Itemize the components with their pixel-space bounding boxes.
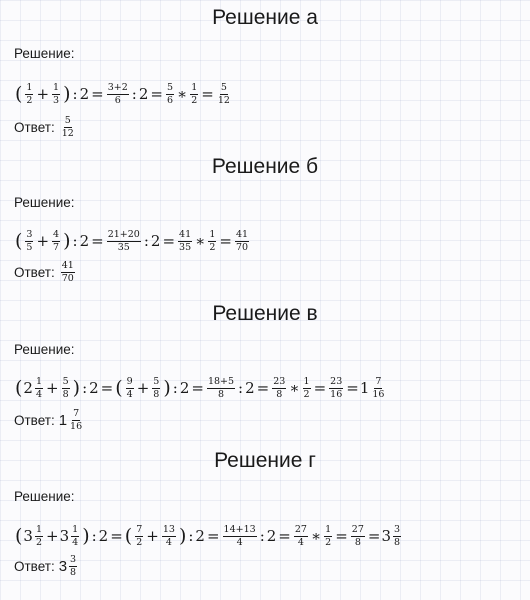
answer-label-g: Ответ: xyxy=(14,558,55,574)
fraction-numerator: 3 xyxy=(70,553,77,565)
mixed-number xyxy=(360,377,388,400)
fraction xyxy=(294,525,308,548)
fraction-denominator: 12 xyxy=(217,94,230,106)
section-title-v: Решение в xyxy=(212,302,318,325)
parenthesis: ) xyxy=(163,376,171,399)
mixed-number xyxy=(60,525,82,548)
fraction-denominator: 2 xyxy=(136,536,143,548)
mixed-whole: 3 xyxy=(381,527,392,545)
math-operator: ∗ xyxy=(195,232,206,250)
mixed-whole: 1 xyxy=(359,379,370,397)
formula-a xyxy=(14,78,233,110)
fraction xyxy=(351,525,365,548)
math-operator: 2 xyxy=(79,85,90,103)
fraction xyxy=(135,525,143,548)
section-title-b: Решение б xyxy=(211,155,319,178)
math-operator: ∗ xyxy=(289,379,300,397)
parenthesis: ( xyxy=(124,524,133,547)
formula-b xyxy=(14,225,251,257)
mixed-number xyxy=(381,525,403,548)
answer-value-g xyxy=(59,555,79,578)
fraction-numerator: 1 xyxy=(72,523,79,535)
fraction-numerator: 23 xyxy=(330,375,343,387)
fraction-numerator: 7 xyxy=(375,375,382,387)
fraction-numerator: 5 xyxy=(64,114,71,126)
math-operator: 2 xyxy=(79,232,90,250)
answer-g xyxy=(14,552,79,580)
mixed-number xyxy=(23,525,45,548)
fraction-numerator: 4 xyxy=(53,228,60,240)
fraction xyxy=(69,555,77,578)
mixed-number xyxy=(59,409,85,432)
fraction-numerator: 3 xyxy=(394,523,401,535)
fraction xyxy=(152,377,160,400)
fraction-denominator: 2 xyxy=(303,388,310,400)
fraction-denominator: 12 xyxy=(61,127,74,139)
formula-v xyxy=(14,372,387,404)
fraction xyxy=(62,377,70,400)
mixed-whole: 1 xyxy=(58,411,68,429)
fraction xyxy=(223,525,257,548)
fraction-numerator: 9 xyxy=(126,375,133,387)
fraction-denominator: 8 xyxy=(217,388,225,400)
fraction-numerator: 27 xyxy=(294,523,307,535)
fraction xyxy=(25,230,33,253)
math-operator: : xyxy=(238,379,244,397)
fraction xyxy=(71,525,79,548)
fraction-numerator: 1 xyxy=(325,523,332,535)
math-operator: = xyxy=(367,527,381,545)
fraction-numerator: 1 xyxy=(209,228,216,240)
fraction-numerator: 41 xyxy=(61,259,74,271)
math-operator: = xyxy=(91,232,104,250)
parenthesis: ( xyxy=(15,524,23,547)
fraction-numerator: 27 xyxy=(351,523,364,535)
math-operator: + xyxy=(36,232,50,250)
fraction xyxy=(178,230,192,253)
fraction-denominator: 8 xyxy=(153,388,160,400)
math-operator: : xyxy=(72,232,78,250)
fraction-denominator: 70 xyxy=(61,272,74,284)
solution-label-v: Решение: xyxy=(14,342,75,357)
math-operator: 2 xyxy=(266,527,277,545)
mixed-whole: 3 xyxy=(58,557,68,575)
math-operator: = xyxy=(206,527,220,545)
math-operator: : xyxy=(131,85,137,103)
fraction xyxy=(371,377,385,400)
fraction xyxy=(52,230,60,253)
fraction xyxy=(329,377,343,400)
math-operator: = xyxy=(91,85,104,103)
parenthesis: ( xyxy=(15,82,23,105)
parenthesis: ) xyxy=(63,229,71,252)
math-operator: + xyxy=(36,85,50,103)
fraction-denominator: 2 xyxy=(191,94,198,106)
answer-value-v xyxy=(59,409,85,432)
math-operator: = xyxy=(100,379,114,397)
math-operator: : xyxy=(259,527,265,545)
fraction xyxy=(393,525,401,548)
fraction-denominator: 35 xyxy=(117,241,130,253)
math-operator: 2 xyxy=(150,232,161,250)
fraction-denominator: 7 xyxy=(53,241,60,253)
fraction-denominator: 5 xyxy=(26,241,33,253)
fraction xyxy=(166,83,174,106)
math-operator: + xyxy=(46,527,59,545)
fraction xyxy=(107,230,141,253)
math-operator: 2 xyxy=(138,85,149,103)
math-operator: : xyxy=(72,85,78,103)
fraction-numerator: 14+13 xyxy=(223,523,256,535)
mixed-number xyxy=(23,377,45,400)
fraction-numerator: 1 xyxy=(53,81,60,93)
fraction-denominator: 16 xyxy=(330,388,343,400)
fraction-denominator: 4 xyxy=(297,536,304,548)
fraction-numerator: 3 xyxy=(26,228,33,240)
fraction-denominator: 4 xyxy=(236,536,243,548)
math-operator: 2 xyxy=(179,379,190,397)
answer-label-b: Ответ: xyxy=(14,264,55,280)
fraction xyxy=(52,83,60,106)
fraction-numerator: 5 xyxy=(153,375,160,387)
mixed-whole: 3 xyxy=(59,527,70,545)
fraction-denominator: 2 xyxy=(325,536,332,548)
answer-value-b xyxy=(59,261,77,284)
fraction xyxy=(207,377,235,400)
parenthesis: ( xyxy=(15,229,23,252)
answer-b xyxy=(14,258,77,286)
fraction xyxy=(235,230,249,253)
math-operator: : xyxy=(188,527,194,545)
fraction-denominator: 4 xyxy=(126,388,133,400)
solution-label-g: Решение: xyxy=(14,489,75,504)
section-title-a: Решение а xyxy=(212,6,318,29)
fraction-numerator: 3+2 xyxy=(107,81,128,93)
answer-label-a: Ответ: xyxy=(14,119,55,135)
fraction xyxy=(217,83,231,106)
fraction xyxy=(272,377,286,400)
answer-a xyxy=(14,113,77,141)
answer-v xyxy=(14,406,85,434)
parenthesis: ) xyxy=(82,524,90,547)
fraction-denominator: 2 xyxy=(209,241,216,253)
fraction-numerator: 18+5 xyxy=(207,375,235,387)
math-operator: : xyxy=(172,379,178,397)
math-operator: = xyxy=(346,379,359,397)
fraction-denominator: 35 xyxy=(179,241,192,253)
section-title-g: Решение г xyxy=(214,449,316,472)
fraction-numerator: 1 xyxy=(35,523,43,535)
fraction-denominator: 16 xyxy=(372,388,385,400)
fraction-denominator: 16 xyxy=(70,420,83,432)
math-operator: = xyxy=(191,379,204,397)
math-operator: = xyxy=(201,85,214,103)
fraction xyxy=(324,525,332,548)
math-operator: + xyxy=(136,379,150,397)
fraction xyxy=(35,525,43,548)
fraction-numerator: 21+20 xyxy=(107,228,140,240)
math-operator: 2 xyxy=(89,379,99,397)
solution-label-b: Решение: xyxy=(14,195,75,210)
fraction-numerator: 1 xyxy=(26,81,33,93)
fraction xyxy=(107,83,129,106)
fraction xyxy=(69,409,83,432)
math-operator: = xyxy=(219,232,232,250)
math-operator: = xyxy=(278,527,291,545)
fraction xyxy=(35,377,43,400)
math-operator: : xyxy=(82,379,88,397)
math-operator: 2 xyxy=(195,527,205,545)
parenthesis: ) xyxy=(178,524,187,547)
fraction-numerator: 7 xyxy=(136,523,143,535)
fraction-numerator: 23 xyxy=(273,375,286,387)
fraction-numerator: 5 xyxy=(220,81,227,93)
fraction-denominator: 2 xyxy=(26,94,33,106)
math-operator: 2 xyxy=(245,379,255,397)
math-operator: + xyxy=(46,379,59,397)
fraction xyxy=(190,83,198,106)
fraction-numerator: 41 xyxy=(235,228,249,240)
fraction-numerator: 1 xyxy=(303,375,310,387)
parenthesis: ) xyxy=(63,82,71,105)
fraction-denominator: 4 xyxy=(72,536,79,548)
formula-g xyxy=(14,520,403,552)
fraction-denominator: 6 xyxy=(114,94,121,106)
fraction-denominator: 70 xyxy=(235,241,249,253)
solution-label-a: Решение: xyxy=(14,46,75,61)
fraction-denominator: 8 xyxy=(70,566,77,578)
fraction-numerator: 1 xyxy=(191,81,198,93)
math-operator: = xyxy=(335,527,348,545)
mixed-number xyxy=(59,555,79,578)
fraction-numerator: 13 xyxy=(162,523,175,535)
fraction-numerator: 1 xyxy=(35,375,43,387)
math-operator: 2 xyxy=(98,527,109,545)
math-operator: = xyxy=(150,85,163,103)
fraction xyxy=(126,377,134,400)
fraction xyxy=(61,261,75,284)
fraction-numerator: 5 xyxy=(62,375,69,387)
mixed-whole: 2 xyxy=(23,379,33,397)
parenthesis: ) xyxy=(72,376,81,399)
fraction-denominator: 8 xyxy=(276,388,283,400)
answer-label-v: Ответ: xyxy=(14,412,55,428)
math-operator: ∗ xyxy=(177,85,188,103)
math-operator: : xyxy=(91,527,97,545)
fraction-denominator: 4 xyxy=(35,388,43,400)
fraction-denominator: 4 xyxy=(165,536,172,548)
fraction-denominator: 8 xyxy=(394,536,401,548)
math-operator: = xyxy=(162,232,176,250)
fraction-denominator: 8 xyxy=(354,536,361,548)
fraction-denominator: 2 xyxy=(35,536,43,548)
parenthesis: ( xyxy=(115,376,123,399)
answer-value-a xyxy=(59,116,77,139)
math-operator: = xyxy=(256,379,270,397)
mixed-whole: 3 xyxy=(23,527,33,545)
fraction-numerator: 5 xyxy=(166,81,173,93)
fraction xyxy=(208,230,216,253)
fraction-numerator: 7 xyxy=(73,407,80,419)
fraction-denominator: 6 xyxy=(166,94,173,106)
math-operator: = xyxy=(313,379,327,397)
parenthesis: ( xyxy=(15,376,23,399)
math-operator: = xyxy=(110,527,123,545)
fraction xyxy=(303,377,311,400)
fraction-denominator: 8 xyxy=(62,388,69,400)
fraction-denominator: 3 xyxy=(53,94,60,106)
fraction xyxy=(25,83,33,106)
fraction xyxy=(162,525,176,548)
math-operator: ∗ xyxy=(310,527,322,545)
fraction xyxy=(61,116,75,139)
math-operator: : xyxy=(143,232,149,250)
math-operator: + xyxy=(146,527,159,545)
fraction-numerator: 41 xyxy=(179,228,192,240)
